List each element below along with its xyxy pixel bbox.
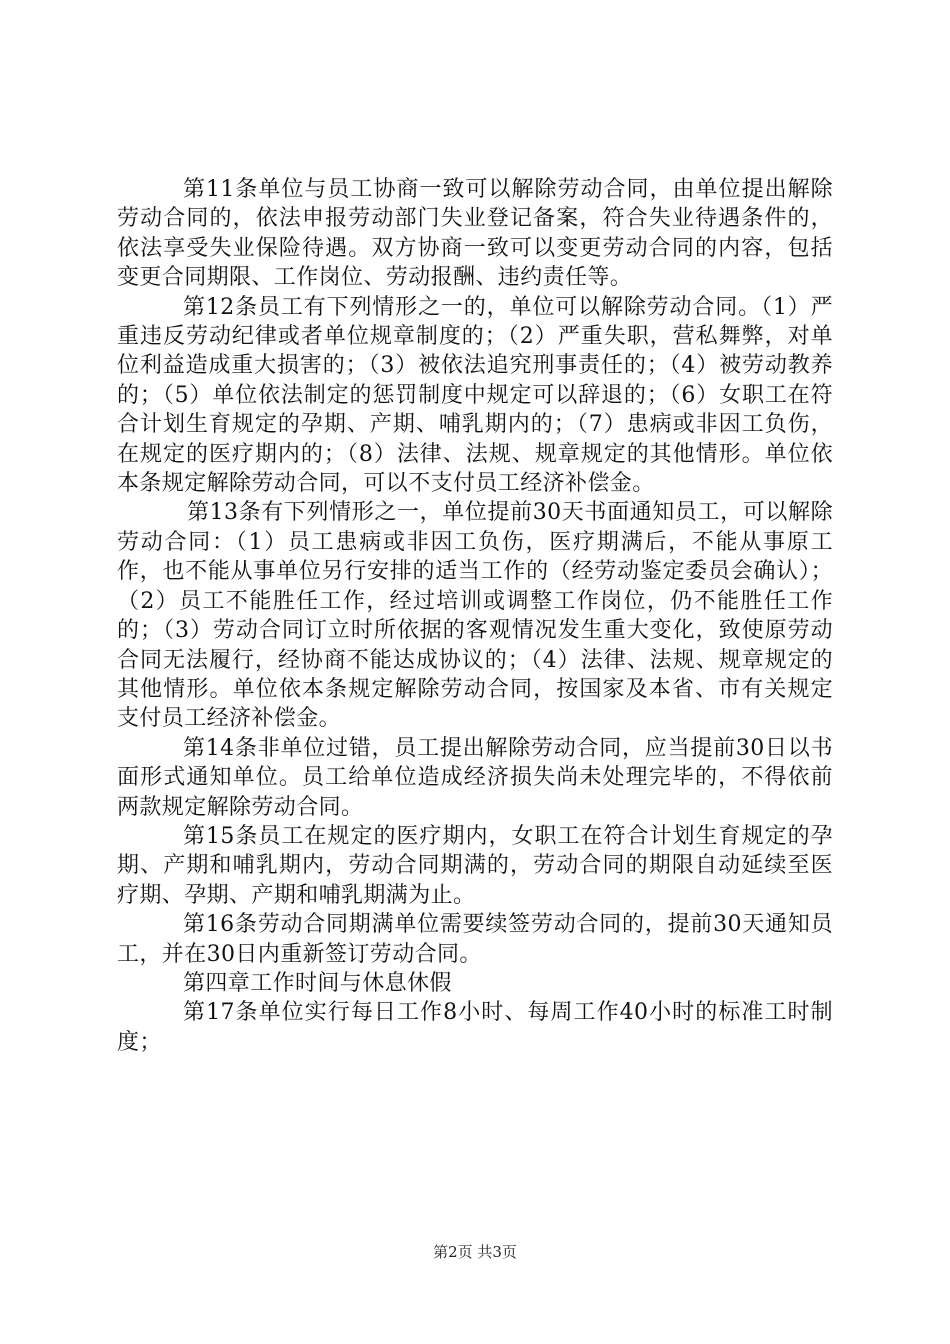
- document-body: [117, 175, 833, 1057]
- article-11-paragraph: 第11条单位与员工协商一致可以解除劳动合同，由单位提出解除劳动合同的，依法申报劳动部门失业登记备案，符合失业待遇条件的，依法享受失业保险待遇。双方协商一致可以变更劳动合同的内容，包括变更合同期限、工作岗位、劳动报酬、违约责任等。: [117, 177, 833, 291]
- article-13-paragraph: 第13条有下列情形之一，单位提前30天书面通知员工，可以解除劳动合同：（1）员工患病或非因工负伤，医疗期满后，不能从事原工作，也不能从事单位另行安排的适当工作的（经劳动鉴定委员会确认）；（2）员工不能胜任工作，经过培训或调整工作岗位，仍不能胜任工作的；（3）劳动合同订立时所依据的客观情况发生重大变化，致使原劳动合同无法履行，经协商不能达成协议的；（4）法律、法规、规章规定的其他情形。单位依本条规定解除劳动合同，按国家及本省、市有关规定支付员工经济补偿金。: [117, 500, 833, 732]
- article-12-paragraph: 第12条员工有下列情形之一的，单位可以解除劳动合同。（1）严重违反劳动纪律或者单位规章制度的；（2）严重失职，营私舞弊，对单位利益造成重大损害的；（3）被依法追究刑事责任的；（4）被劳动教养的；（5）单位依法制定的惩罚制度中规定可以辞退的；（6）女职工在符合计划生育规定的孕期、产期、哺乳期内的；（7）患病或非因工负伤，在规定的医疗期内的；（8）法律、法规、规章规定的其他情形。单位依本条规定解除劳动合同，可以不支付员工经济补偿金。: [117, 294, 833, 497]
- article-14-paragraph: 第14条非单位过错，员工提出解除劳动合同，应当提前30日以书面形式通知单位。员工给单位造成经济损失尚未处理完毕的，不得依前两款规定解除劳动合同。: [117, 735, 833, 820]
- page-footer: 第2页 共3页: [433, 1243, 517, 1261]
- article-15-paragraph: 第15条员工在规定的医疗期内，女职工在符合计划生育规定的孕期、产期和哺乳期内，劳动合同期满的，劳动合同的期限自动延续至医疗期、孕期、产期和哺乳期满为止。: [117, 823, 833, 908]
- chapter-4-heading: 第四章工作时间与休息休假: [183, 970, 452, 996]
- article-16-paragraph: 第16条劳动合同期满单位需要续签劳动合同的，提前30天通知员工，并在30日内重新签订劳动合同。: [117, 912, 833, 967]
- article-17-paragraph: 第17条单位实行每日工作8小时、每周工作40小时的标准工时制度；: [117, 1000, 833, 1055]
